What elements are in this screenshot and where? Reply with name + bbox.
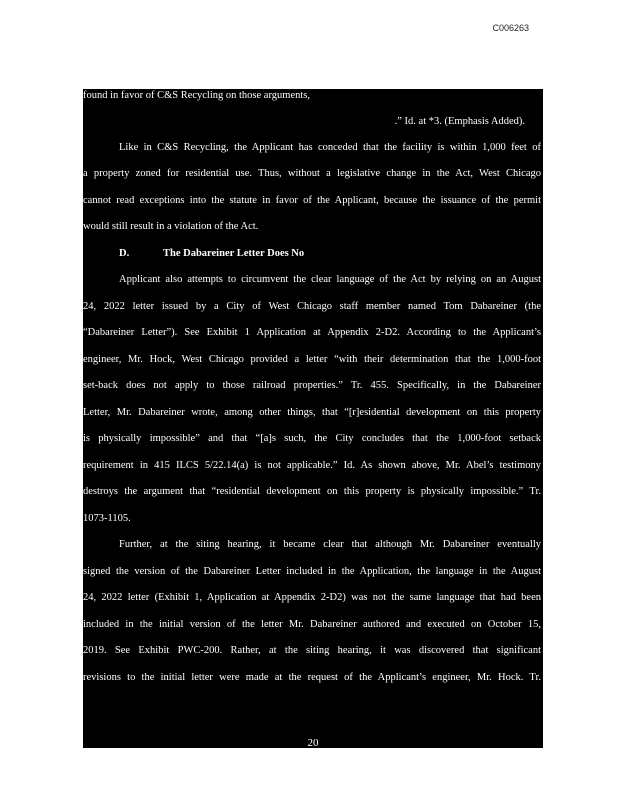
paragraph-first-line: Like in C&S Recycling, the Applicant has conceded that the facility is within 1,000 feet of [119,142,541,153]
text-line: a property zoned for residential use. Thus, without a legislative change in the Act, West Chicago [83,168,541,179]
text-line: signed the version of the Dabareiner Letter included in the Application, the language in the August [83,566,541,577]
section-heading-text: The Dabareiner Letter Does No [163,248,305,259]
text-line: set-back does not apply to those railroad properties.” Tr. 455. Specifically, in the Dabareiner [83,380,541,391]
text-line: “Dabareiner Letter”). See Exhibit 1 Application at Appendix 2-D2. According to the Applicant’s [83,327,541,338]
text-line: engineer, Mr. Hock, West Chicago provided a letter “with their determination that the 1,000-foot [83,354,541,365]
text-line: 24, 2022 letter issued by a City of West Chicago staff member named Tom Dabareiner (the [83,301,541,312]
text-line: 24, 2022 letter (Exhibit 1, Application at Appendix 2-D2) was not the same language that had been [83,592,541,603]
text-line: 1073-1105. [83,513,131,524]
text-line: 2019. See Exhibit PWC-200. Rather, at the siting hearing, it was discovered that significant [83,645,541,656]
citation-line: .” Id. at *3. (Emphasis Added). [394,116,525,127]
text-line: is physically impossible” and that “[a]s such, the City concludes that the 1,000-foot setback [83,433,541,444]
bates-number: C006263 [492,23,529,33]
section-heading [83,248,541,260]
text-line: would still result in a violation of the Act. [83,221,259,232]
text-line: destroys the argument that “residential development on this property is physically impossible.” Tr. [83,486,541,497]
text-line: Letter, Mr. Dabareiner wrote, among other things, that “[r]esidential development on this property [83,407,541,418]
paragraph-first-line: Applicant also attempts to circumvent the clear language of the Act by relying on an August [119,274,541,285]
page-number: 20 [307,737,319,749]
text-line: revisions to the initial letter were made at the request of the Applicant’s engineer, Mr. Hock. Tr. [83,672,541,683]
section-heading-label: D. [119,248,130,259]
text-line: included in the initial version of the letter Mr. Dabareiner authored and executed on October 15, [83,619,541,630]
text-line: found in favor of C&S Recycling on those arguments, [83,90,310,101]
paragraph-first-line: Further, at the siting hearing, it became clear that although Mr. Dabareiner eventually [119,539,541,550]
text-line: requirement in 415 ILCS 5/22.14(a) is not applicable.” Id. As shown above, Mr. Abel’s testimony [83,460,541,471]
document-page-body [83,89,543,748]
text-line: cannot read exceptions into the statute in favor of the Applicant, because the issuance of the permit [83,195,541,206]
